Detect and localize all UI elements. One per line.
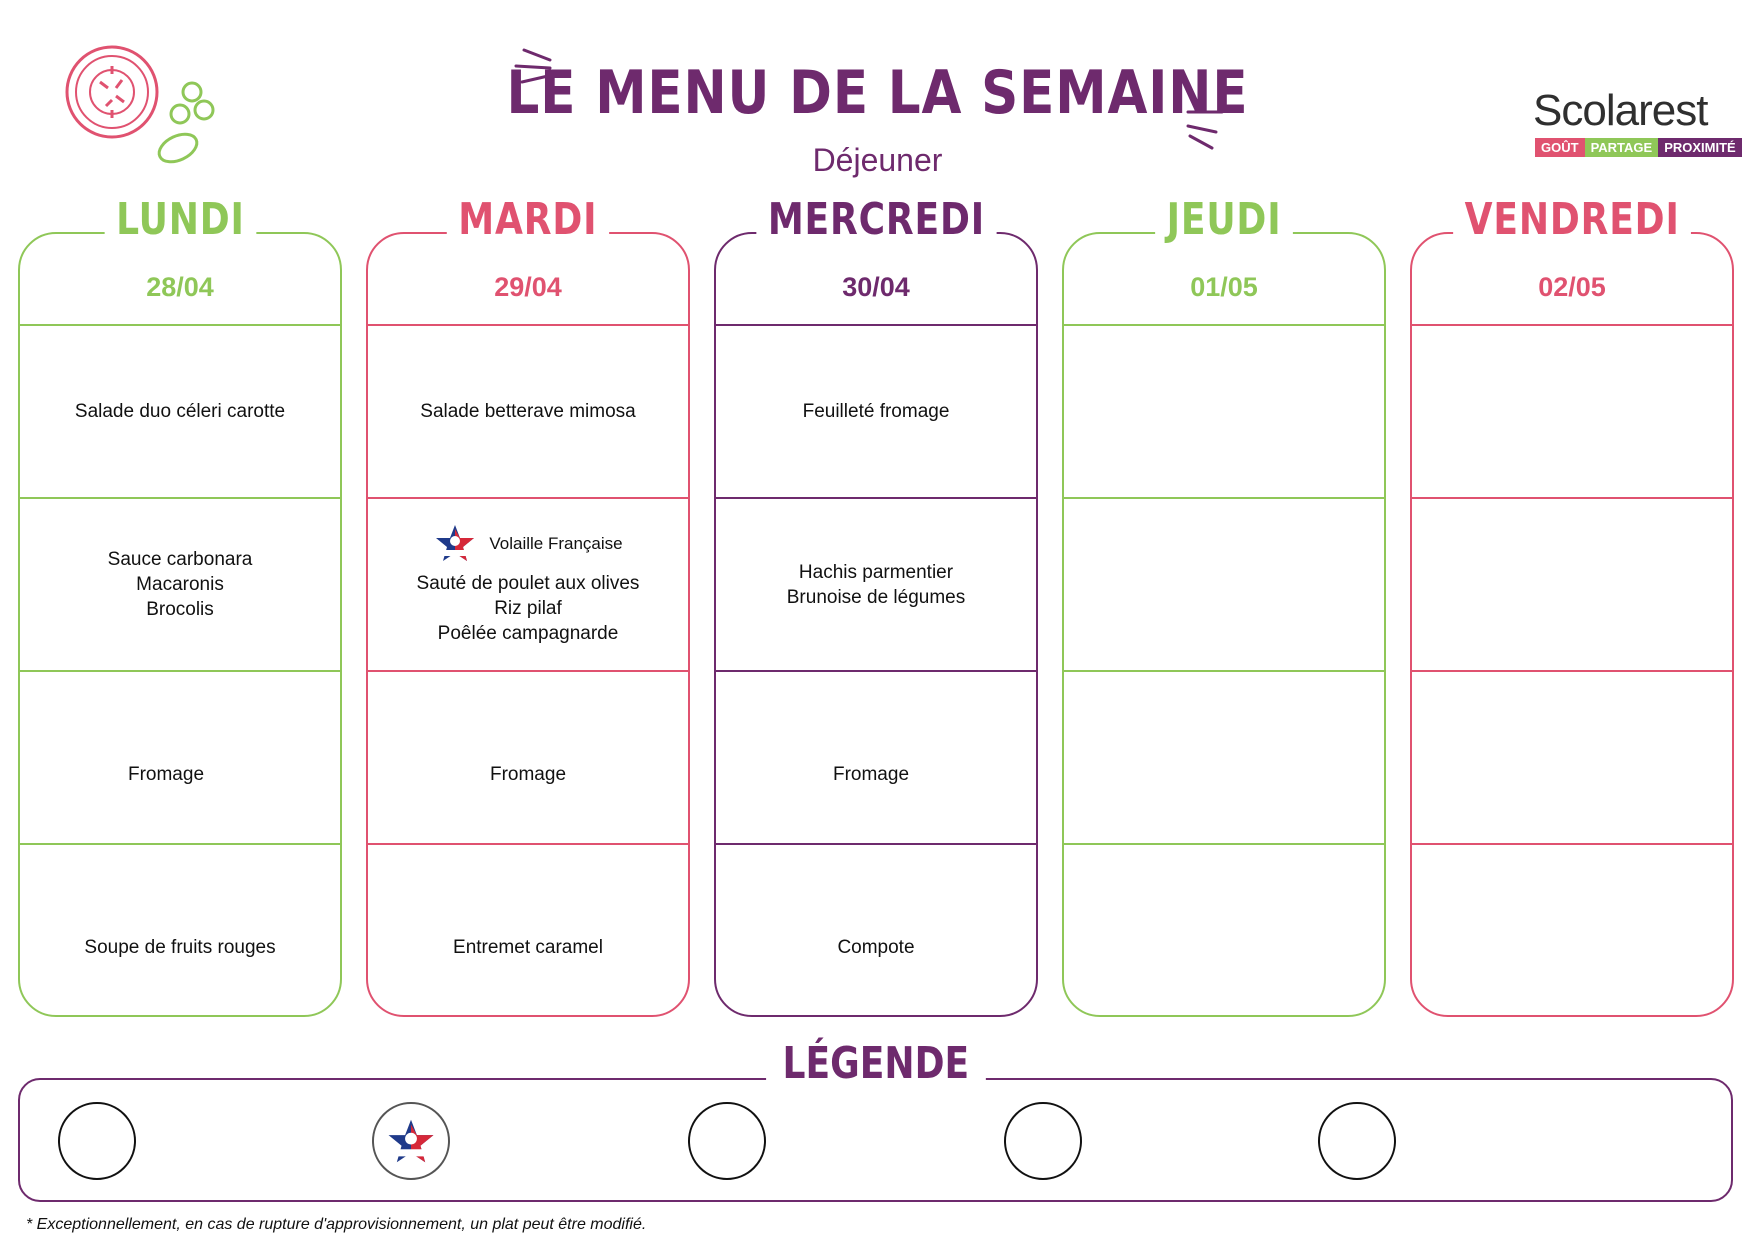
day-column-vendredi (1410, 194, 1734, 1017)
page-title: LE MENU DE LA SEMAINE (506, 58, 1249, 128)
volaille-francaise-icon (433, 523, 477, 563)
legend-box (18, 1038, 1733, 1202)
legend-volaille-francaise (372, 1102, 450, 1180)
day-name: VENDREDI (1453, 194, 1691, 245)
logo-tag-gout: GOÛT (1535, 138, 1585, 157)
day-date: 30/04 (842, 272, 910, 302)
dish-line: Fromage (127, 764, 205, 785)
badge-label: Volaille Française (489, 533, 623, 553)
course-cheese (1064, 670, 1384, 843)
course-starter (1412, 324, 1732, 497)
dish-line: Fromage (832, 764, 910, 785)
legend-empty-circle (688, 1102, 766, 1180)
course-dessert (368, 843, 688, 1015)
legend-empty-circle (58, 1102, 136, 1180)
course-starter (368, 324, 688, 497)
dish-line: Feuilleté fromage (802, 401, 950, 422)
meal-subtitle: Déjeuner (812, 142, 943, 178)
legend-empty-circle (1318, 1102, 1396, 1180)
dish-line: Hachis parmentier (798, 561, 954, 583)
day-column-jeudi (1062, 194, 1386, 1017)
dish-line: Riz pilaf (494, 598, 562, 619)
dish-line: Compote (837, 936, 915, 958)
course-main (716, 497, 1036, 670)
dish-line: Salade duo céleri carotte (74, 401, 286, 422)
course-main (1064, 497, 1384, 670)
logo-tag-proximite: PROXIMITÉ (1658, 138, 1742, 157)
day-date: 28/04 (146, 272, 214, 302)
logo-wordmark: Scolarest (1533, 86, 1708, 135)
course-starter (716, 324, 1036, 497)
course-dessert (20, 843, 340, 1015)
course-main (368, 497, 688, 670)
course-cheese (1412, 670, 1732, 843)
dish-line: Sauté de poulet aux olives (416, 573, 640, 594)
dish-line: Poêlée campagnarde (437, 623, 619, 644)
course-main (1412, 497, 1732, 670)
dish-line: Brunoise de légumes (786, 586, 966, 608)
day-name: LUNDI (104, 194, 256, 245)
course-cheese (20, 670, 340, 843)
dish-line: Salade betterave mimosa (420, 401, 636, 422)
day-column-mercredi (714, 194, 1038, 1017)
day-date: 29/04 (494, 272, 562, 302)
volaille-francaise-icon (385, 1117, 437, 1165)
scolarest-logo (1515, 80, 1735, 160)
course-starter (1064, 324, 1384, 497)
course-main (20, 497, 340, 670)
course-cheese (368, 670, 688, 843)
day-column-mardi (366, 194, 690, 1017)
day-name: JEUDI (1155, 194, 1293, 245)
dish-line: Entremet caramel (453, 936, 603, 958)
day-name: MERCREDI (756, 194, 996, 245)
dish-line: Brocolis (146, 599, 214, 620)
course-starter (20, 324, 340, 497)
day-column-lundi (18, 194, 342, 1017)
logo-tag-partage: PARTAGE (1585, 138, 1659, 157)
course-dessert (716, 843, 1036, 1015)
day-name: MARDI (447, 194, 609, 245)
course-cheese (716, 670, 1036, 843)
dish-line: Sauce carbonara (107, 549, 253, 570)
legend-title: LÉGENDE (766, 1038, 985, 1089)
legend-empty-circle (1004, 1102, 1082, 1180)
course-dessert (1064, 843, 1384, 1015)
dish-line: Fromage (489, 764, 567, 785)
dish-line: Macaronis (136, 574, 224, 595)
day-date: 02/05 (1538, 272, 1606, 302)
footnote: * Exceptionnellement, en cas de rupture d'approvisionnement, un plat peut être modifié. (26, 1216, 647, 1233)
dish-line: Soupe de fruits rouges (84, 936, 276, 958)
day-date: 01/05 (1190, 272, 1258, 302)
course-dessert (1412, 843, 1732, 1015)
